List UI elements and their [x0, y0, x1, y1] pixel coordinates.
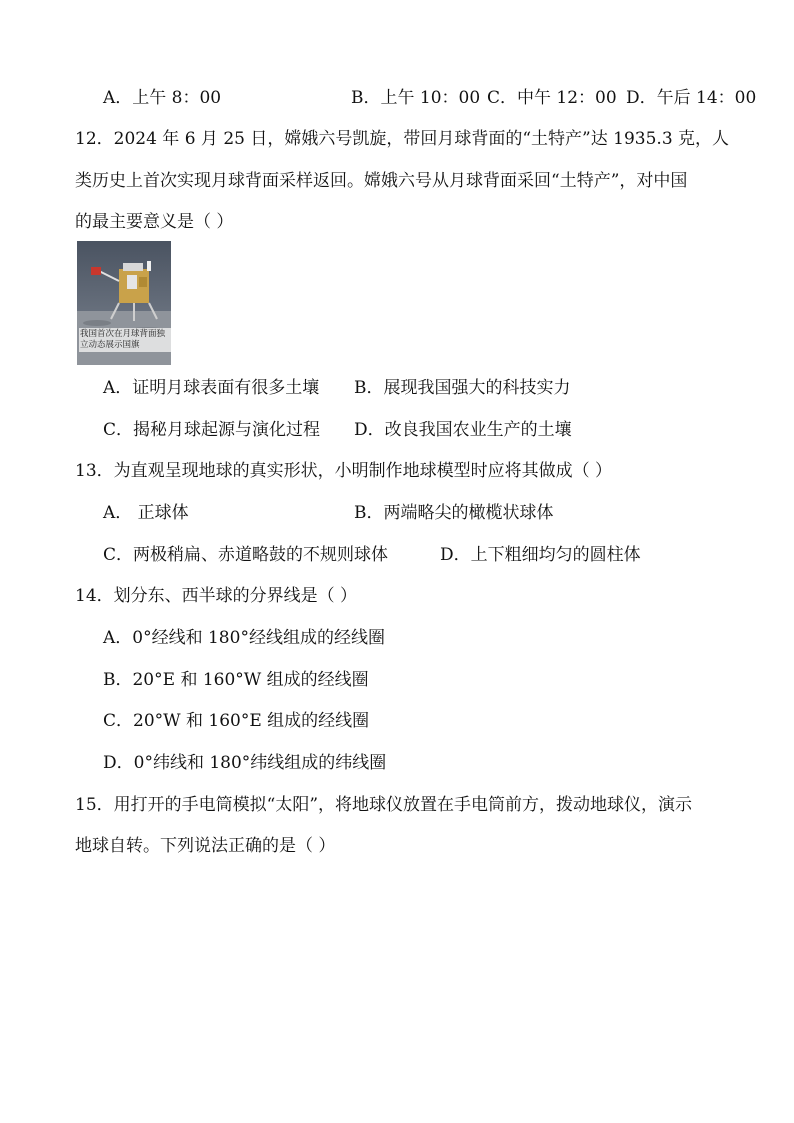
q12-option-a: A．证明月球表面有很多土壤	[103, 378, 320, 398]
q13-option-a: A． 正球体	[103, 503, 189, 523]
q11-option-a: A．上午 8：00	[103, 88, 222, 108]
photo-caption: 我国首次在月球背面独立动态展示国旗	[79, 328, 171, 352]
q11-option-b: B．上午 10：00	[351, 88, 481, 108]
q12-option-c: C．揭秘月球起源与演化过程	[103, 420, 321, 440]
q11-option-c: C．中午 12：00	[487, 88, 617, 108]
q13-stem: 13．为直观呈现地球的真实形状，小明制作地球模型时应将其做成（ ）	[75, 461, 613, 481]
q14-option-c: C．20°W 和 160°E 组成的经线圈	[103, 711, 370, 731]
q13-option-c: C．两极稍扁、赤道略鼓的不规则球体	[103, 545, 389, 565]
q12-stem-line-2: 类历史上首次实现月球背面采样返回。嫦娥六号从月球背面采回“土特产”，对中国	[75, 171, 688, 191]
q11-option-d: D．午后 14：00	[626, 88, 757, 108]
q15-stem-line-1: 15．用打开的手电筒模拟“太阳”，将地球仪放置在手电筒前方，拨动地球仪，演示	[75, 795, 693, 815]
q14-option-a: A．0°经线和 180°经线组成的经线圈	[103, 628, 385, 648]
q12-stem-line-3: 的最主要意义是（ ）	[75, 212, 234, 232]
q14-option-d: D．0°纬线和 180°纬线组成的纬线圈	[103, 753, 387, 773]
q13-option-b: B．两端略尖的橄榄状球体	[354, 503, 554, 523]
chang-e-6-photo	[77, 241, 171, 365]
q12-option-d: D．改良我国农业生产的土壤	[354, 420, 572, 440]
q14-stem: 14．划分东、西半球的分界线是（ ）	[75, 586, 358, 606]
q15-stem-line-2: 地球自转。下列说法正确的是（ ）	[75, 836, 336, 856]
q14-option-b: B．20°E 和 160°W 组成的经线圈	[103, 670, 369, 690]
q12-stem-line-1: 12．2024 年 6 月 25 日，嫦娥六号凯旋，带回月球背面的“土特产”达 1935.3 克，人	[75, 129, 730, 149]
q13-option-d: D．上下粗细均匀的圆柱体	[440, 545, 641, 565]
q12-option-b: B．展现我国强大的科技实力	[354, 378, 571, 398]
